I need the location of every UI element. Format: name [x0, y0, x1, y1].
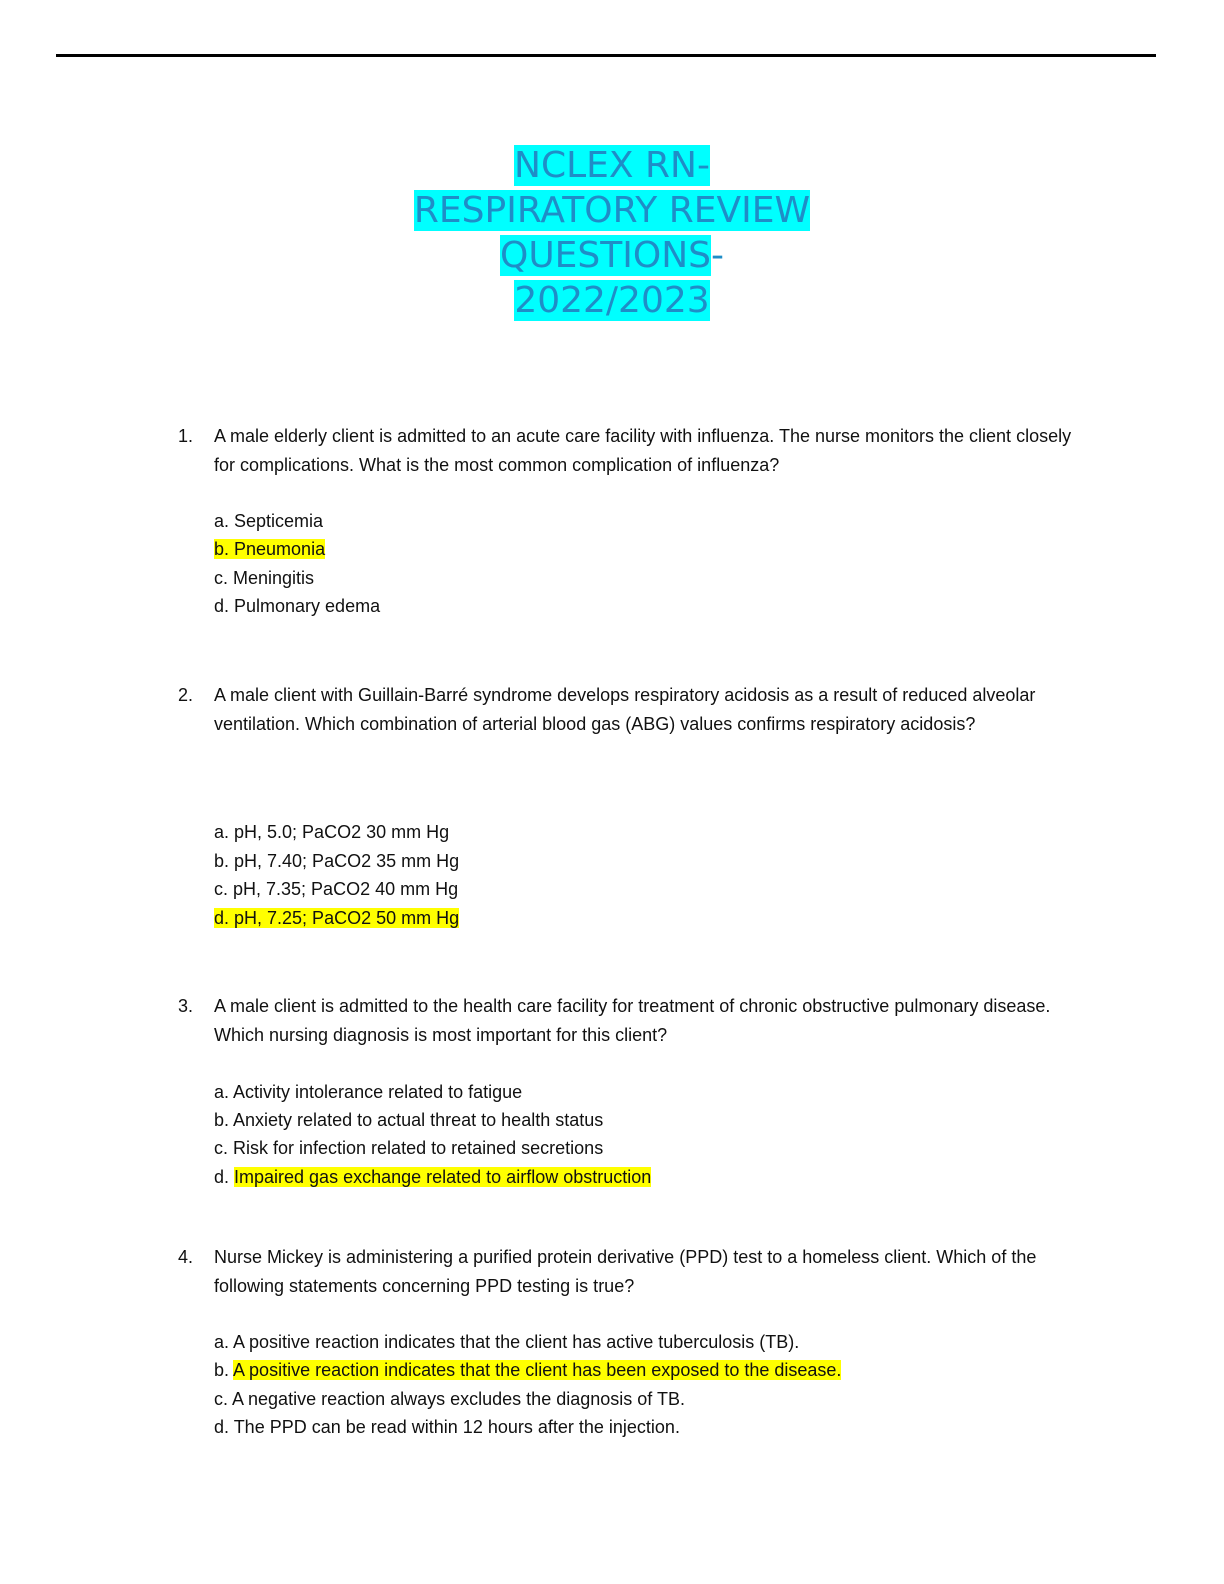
answer-highlight: b. Pneumonia	[214, 539, 326, 559]
option-3d: d. Impaired gas exchange related to airflow obstruction	[214, 1167, 652, 1187]
question-text: A male client is admitted to the health care facility for treatment of chronic obstructive pulmonary disease. Which nursing diagnosis is most important for this client?	[214, 996, 1051, 1045]
question-number: 2.	[178, 685, 194, 705]
option-3c: c. Risk for infection related to retained secretions	[214, 1138, 604, 1158]
option-4c: c. A negative reaction always excludes the diagnosis of TB.	[214, 1389, 685, 1409]
option-2d	[214, 904, 459, 932]
option-3a: a. Activity intolerance related to fatigue	[214, 1082, 523, 1102]
option-2b: b. pH, 7.40; PaCO2 35 mm Hg	[214, 851, 460, 871]
option-1c: c. Meningitis	[214, 568, 315, 588]
option-2c: c. pH, 7.35; PaCO2 40 mm Hg	[214, 879, 459, 899]
answer-highlight: d. pH, 7.25; PaCO2 50 mm Hg	[214, 908, 460, 928]
option-3b: b. Anxiety related to actual threat to health status	[214, 1110, 604, 1130]
option-4a: a. A positive reaction indicates that the client has active tuberculosis (TB).	[214, 1332, 800, 1352]
answer-highlight: A positive reaction indicates that the client has been exposed to the disease.	[233, 1360, 842, 1380]
question-number: 1.	[178, 426, 194, 446]
option-1b	[214, 535, 325, 563]
option-1a: a. Septicemia	[214, 511, 324, 531]
option-4d: d. The PPD can be read within 12 hours after the injection.	[214, 1417, 680, 1437]
answer-highlight: Impaired gas exchange related to airflow obstruction	[234, 1167, 652, 1187]
title-line-2: RESPIRATORY REVIEW	[413, 190, 811, 231]
option-1d: d. Pulmonary edema	[214, 596, 381, 616]
title-line-4: 2022/2023	[514, 280, 710, 321]
title-line-3: QUESTIONS-	[499, 235, 724, 276]
title-line-1: NCLEX RN-	[514, 145, 710, 186]
option-2a: a. pH, 5.0; PaCO2 30 mm Hg	[214, 822, 450, 842]
question-text: A male elderly client is admitted to an acute care facility with influenza. The nurse monitors the client closely for complications. What is the most common complication of influenza?	[214, 426, 1072, 475]
question-number: 3.	[178, 996, 194, 1016]
document-title	[0, 143, 1224, 323]
option-4b: b. A positive reaction indicates that the client has been exposed to the disease.	[214, 1360, 842, 1380]
question-text: Nurse Mickey is administering a purified protein derivative (PPD) test to a homeless client. Which of the following statements concerning PPD testing is true?	[214, 1247, 1037, 1296]
question-text: A male client with Guillain-Barré syndrome develops respiratory acidosis as a result of reduced alveolar ventilation. Which combination of arterial blood gas (ABG) values confirms respiratory acidosis?	[214, 685, 1036, 734]
question-number: 4.	[178, 1247, 194, 1267]
header-rule	[56, 54, 1156, 57]
